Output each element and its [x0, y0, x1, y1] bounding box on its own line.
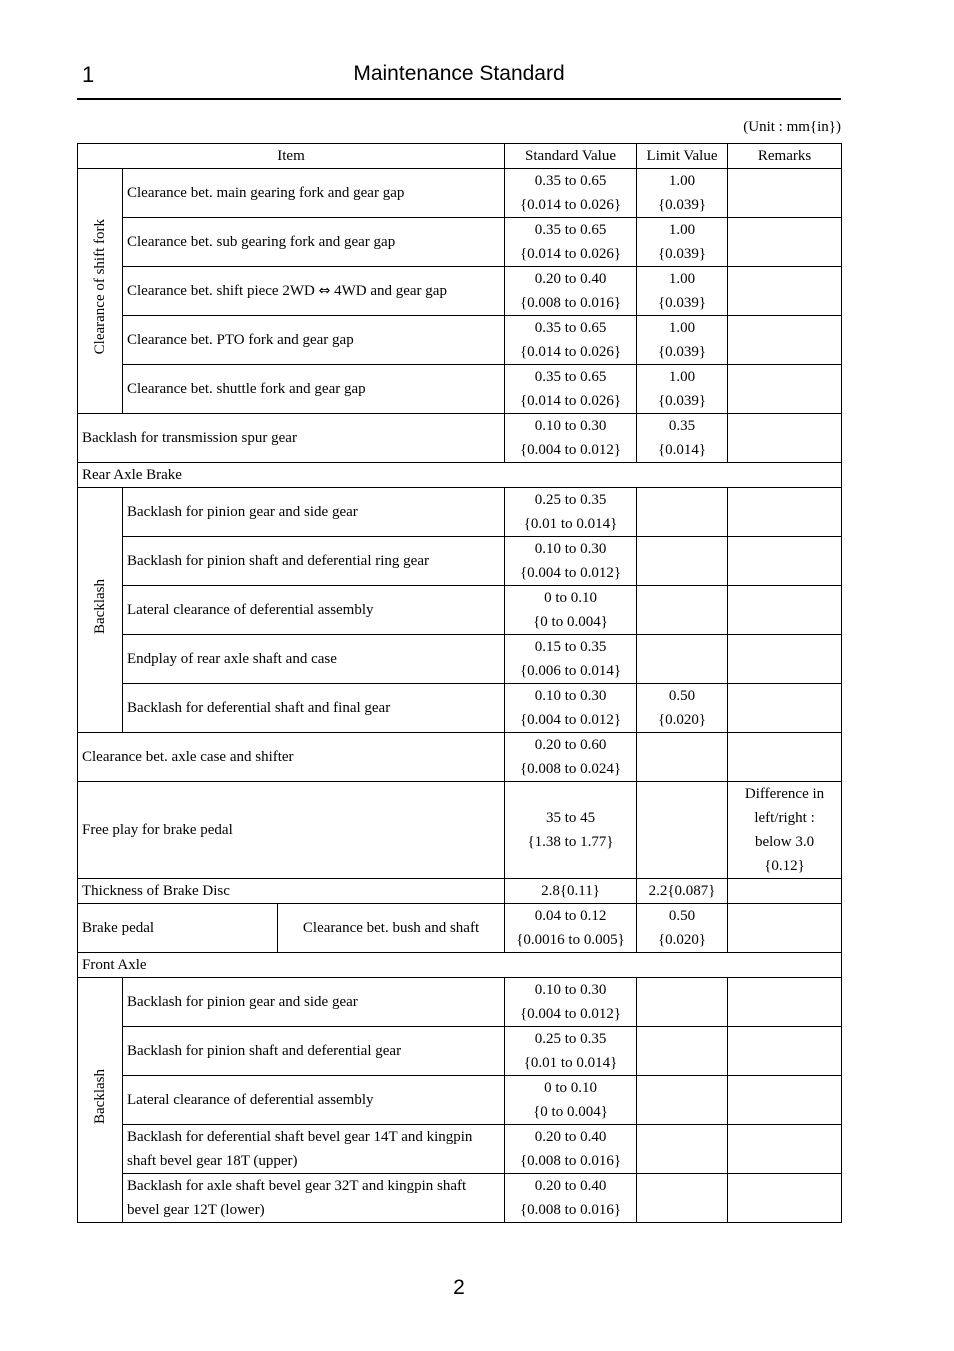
- item-cell: Backlash for deferential shaft and final gear: [123, 684, 505, 733]
- remarks-cell: [728, 1027, 842, 1076]
- table-row: [78, 904, 842, 953]
- limit-value-cell: 1.00 {0.039}: [637, 267, 728, 316]
- item-cell: Backlash for deferential shaft bevel gear 14T and kingpin shaft bevel gear 18T (upper): [123, 1125, 505, 1174]
- item-cell: Clearance bet. main gearing fork and gear gap: [123, 169, 505, 218]
- remarks-cell: [728, 635, 842, 684]
- standard-value-cell: 0.25 to 0.35 {0.01 to 0.014}: [505, 488, 637, 537]
- table-row: [78, 365, 842, 414]
- group-label-rear-backlash: Backlash: [78, 488, 123, 733]
- item-cell: Lateral clearance of deferential assembly: [123, 586, 505, 635]
- header-rule: [77, 98, 841, 100]
- page-title: Maintenance Standard: [353, 62, 565, 85]
- limit-value-cell: 2.2{0.087}: [637, 879, 728, 904]
- limit-value-cell: [637, 978, 728, 1027]
- standard-value-cell: 0.35 to 0.65 {0.014 to 0.026}: [505, 169, 637, 218]
- standard-value-cell: 0.35 to 0.65 {0.014 to 0.026}: [505, 218, 637, 267]
- table-row: [78, 414, 842, 463]
- table-row: [78, 218, 842, 267]
- standard-value-cell: 0 to 0.10 {0 to 0.004}: [505, 586, 637, 635]
- table-row: [78, 586, 842, 635]
- remarks-cell: [728, 1076, 842, 1125]
- limit-value-cell: 0.35 {0.014}: [637, 414, 728, 463]
- limit-value-cell: [637, 782, 728, 879]
- remarks-cell: [728, 978, 842, 1027]
- remarks-cell: [728, 733, 842, 782]
- column-header-limit: Limit Value: [637, 144, 728, 169]
- table-row: [78, 488, 842, 537]
- limit-value-cell: 1.00 {0.039}: [637, 365, 728, 414]
- item-cell: Thickness of Brake Disc: [78, 879, 505, 904]
- item-cell: Clearance bet. sub gearing fork and gear gap: [123, 218, 505, 267]
- group-label-shift-fork: Clearance of shift fork: [78, 169, 123, 414]
- remarks-cell: [728, 365, 842, 414]
- limit-value-cell: 1.00 {0.039}: [637, 316, 728, 365]
- remarks-cell: [728, 267, 842, 316]
- table-row: [78, 782, 842, 879]
- standard-value-cell: 0.20 to 0.40 {0.008 to 0.016}: [505, 1174, 637, 1223]
- limit-value-cell: 0.50 {0.020}: [637, 684, 728, 733]
- sub-item-cell: Clearance bet. bush and shaft: [278, 904, 505, 953]
- item-cell: Clearance bet. shift piece 2WD ⇔ 4WD and gear gap: [123, 267, 505, 316]
- limit-value-cell: 1.00 {0.039}: [637, 218, 728, 267]
- section-title: Rear Axle Brake: [78, 463, 842, 488]
- limit-value-cell: [637, 488, 728, 537]
- standard-value-cell: 0.04 to 0.12 {0.0016 to 0.005}: [505, 904, 637, 953]
- table-row: [78, 1125, 842, 1174]
- item-cell: Clearance bet. axle case and shifter: [78, 733, 505, 782]
- item-cell: Clearance bet. PTO fork and gear gap: [123, 316, 505, 365]
- standard-value-cell: 0.10 to 0.30 {0.004 to 0.012}: [505, 537, 637, 586]
- item-cell: Lateral clearance of deferential assembly: [123, 1076, 505, 1125]
- page-number: 2: [453, 1276, 465, 1299]
- table-row: [78, 537, 842, 586]
- standard-value-cell: 0.20 to 0.40 {0.008 to 0.016}: [505, 1125, 637, 1174]
- standard-value-cell: 0.35 to 0.65 {0.014 to 0.026}: [505, 365, 637, 414]
- item-cell: Backlash for transmission spur gear: [78, 414, 505, 463]
- item-cell: Backlash for pinion gear and side gear: [123, 978, 505, 1027]
- limit-value-cell: 1.00 {0.039}: [637, 169, 728, 218]
- standard-value-cell: 35 to 45 {1.38 to 1.77}: [505, 782, 637, 879]
- standard-value-cell: 0.20 to 0.40 {0.008 to 0.016}: [505, 267, 637, 316]
- table-row: [78, 316, 842, 365]
- section-title: Front Axle: [78, 953, 842, 978]
- remarks-cell: [728, 586, 842, 635]
- item-cell: Endplay of rear axle shaft and case: [123, 635, 505, 684]
- column-header-standard: Standard Value: [505, 144, 637, 169]
- section-row-rear-axle: [78, 463, 842, 488]
- group-label-front-backlash: Backlash: [78, 978, 123, 1223]
- limit-value-cell: [637, 1125, 728, 1174]
- standard-value-cell: 0.10 to 0.30 {0.004 to 0.012}: [505, 414, 637, 463]
- double-arrow-icon: ⇔: [318, 283, 331, 299]
- section-row-front-axle: [78, 953, 842, 978]
- limit-value-cell: [637, 586, 728, 635]
- standard-value-cell: 2.8{0.11}: [505, 879, 637, 904]
- unit-note: (Unit : mm{in}): [743, 119, 841, 135]
- column-header-remarks: Remarks: [728, 144, 842, 169]
- table-row: [78, 733, 842, 782]
- item-cell: Backlash for axle shaft bevel gear 32T and kingpin shaft bevel gear 12T (lower): [123, 1174, 505, 1223]
- item-cell: Backlash for pinion gear and side gear: [123, 488, 505, 537]
- item-cell: Backlash for pinion shaft and deferential ring gear: [123, 537, 505, 586]
- limit-value-cell: [637, 733, 728, 782]
- item-cell: Brake pedal: [78, 904, 278, 953]
- remarks-cell: [728, 879, 842, 904]
- standard-value-cell: 0 to 0.10 {0 to 0.004}: [505, 1076, 637, 1125]
- table-row: [78, 1027, 842, 1076]
- column-header-item: Item: [78, 144, 505, 169]
- standard-value-cell: 0.35 to 0.65 {0.014 to 0.026}: [505, 316, 637, 365]
- chapter-number: 1: [82, 62, 95, 87]
- remarks-cell: [728, 1125, 842, 1174]
- remarks-cell: [728, 414, 842, 463]
- remarks-cell: [728, 904, 842, 953]
- remarks-cell: [728, 488, 842, 537]
- limit-value-cell: [637, 537, 728, 586]
- limit-value-cell: [637, 1076, 728, 1125]
- table-row: [78, 684, 842, 733]
- table-row: [78, 635, 842, 684]
- limit-value-cell: 0.50 {0.020}: [637, 904, 728, 953]
- table-row: [78, 978, 842, 1027]
- item-cell: Backlash for pinion shaft and deferential gear: [123, 1027, 505, 1076]
- table-row: [78, 267, 842, 316]
- table-row: [78, 1174, 842, 1223]
- table-row: [78, 169, 842, 218]
- table-row: [78, 1076, 842, 1125]
- table-header-row: [78, 144, 842, 169]
- remarks-cell: [728, 316, 842, 365]
- standard-value-cell: 0.20 to 0.60 {0.008 to 0.024}: [505, 733, 637, 782]
- standard-value-cell: 0.25 to 0.35 {0.01 to 0.014}: [505, 1027, 637, 1076]
- standard-value-cell: 0.10 to 0.30 {0.004 to 0.012}: [505, 684, 637, 733]
- remarks-cell: [728, 169, 842, 218]
- table-row: [78, 879, 842, 904]
- limit-value-cell: [637, 1027, 728, 1076]
- item-cell: Free play for brake pedal: [78, 782, 505, 879]
- remarks-cell: [728, 218, 842, 267]
- standard-value-cell: 0.10 to 0.30 {0.004 to 0.012}: [505, 978, 637, 1027]
- limit-value-cell: [637, 635, 728, 684]
- remarks-cell: [728, 1174, 842, 1223]
- item-cell: Clearance bet. shuttle fork and gear gap: [123, 365, 505, 414]
- limit-value-cell: [637, 1174, 728, 1223]
- remarks-cell: Difference in left/right : below 3.0 {0.12}: [728, 782, 842, 879]
- remarks-cell: [728, 684, 842, 733]
- standard-value-cell: 0.15 to 0.35 {0.006 to 0.014}: [505, 635, 637, 684]
- remarks-cell: [728, 537, 842, 586]
- maintenance-standard-table: [77, 143, 842, 1223]
